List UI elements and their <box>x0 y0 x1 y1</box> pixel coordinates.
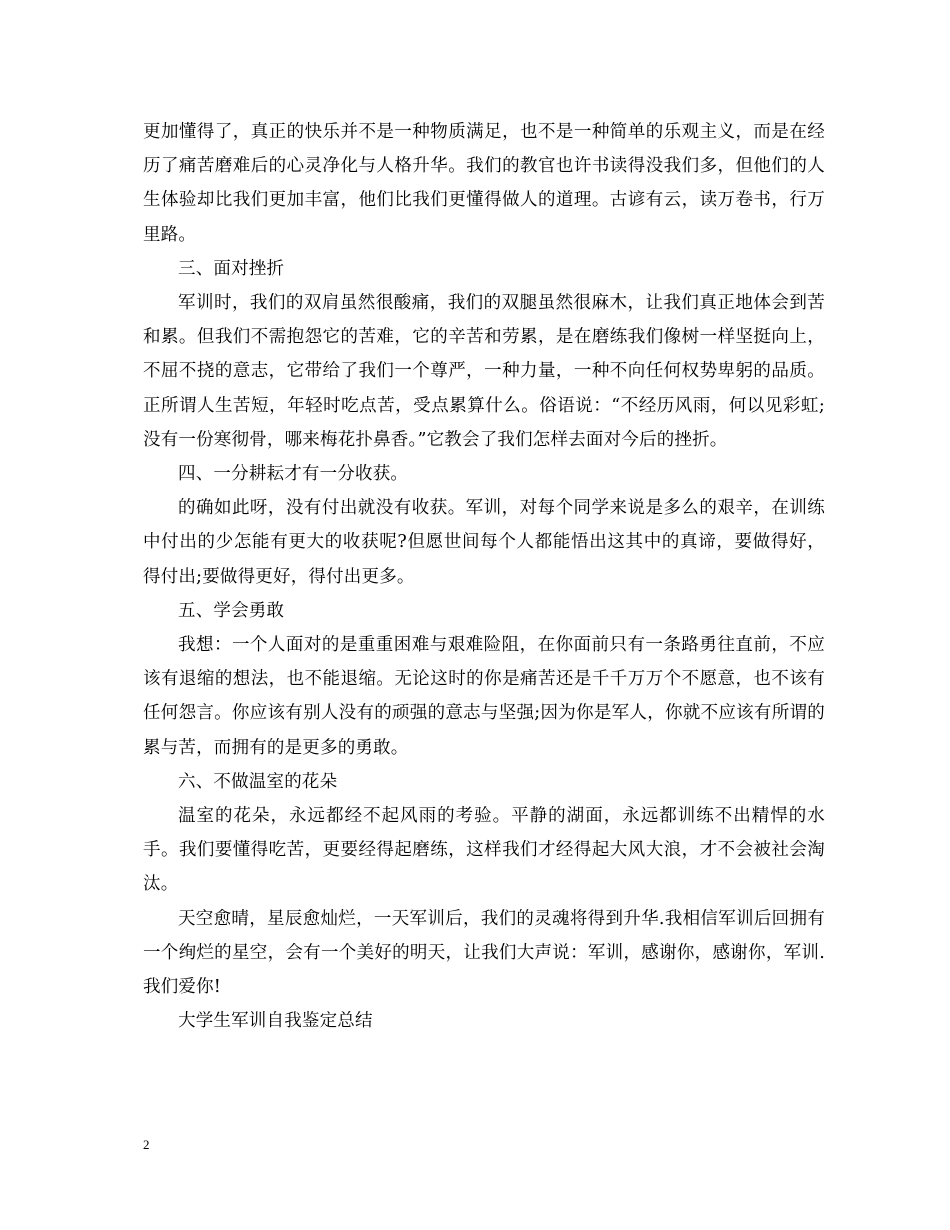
paragraph: 天空愈晴，星辰愈灿烂，一天军训后，我们的灵魂将得到升华.我相信军训后回拥有一个绚烂的星空，会有一个美好的明天，让我们大声说：军训，感谢你，感谢你，军训.我们爱你! <box>143 908 825 998</box>
section-heading-greenhouse-flower: 六、不做温室的花朵 <box>178 771 338 792</box>
document-subtitle: 大学生军训自我鉴定总结 <box>178 1011 373 1032</box>
paragraph: 军训时，我们的双肩虽然很酸痛，我们的双腿虽然很麻木，让我们真正地体会到苦和累。但我们不需抱怨它的苦难，它的辛苦和劳累，是在磨练我们像树一样坚挺向上，不屈不挠的意志，它带给了我们一个尊严，一种力量，一种不向任何权势卑躬的品质。正所谓人生苦短，年轻时吃点苦，受点累算什么。俗语说：“不经历风雨，何以见彩虹;没有一份寒彻骨，哪来梅花扑鼻香。”它教会了我们怎样去面对今后的挫折。 <box>143 293 825 450</box>
paragraph: 的确如此呀，没有付出就没有收获。军训，对每个同学来说是多么的艰辛，在训练中付出的少怎能有更大的收获呢?但愿世间每个人都能悟出这其中的真谛，要做得好，得付出;要做得更好，得付出更多。 <box>143 498 825 587</box>
section-heading-effort-reward: 四、一分耕耘才有一分收获。 <box>178 464 409 485</box>
paragraph: 温室的花朵，永远都经不起风雨的考验。平静的湖面，永远都训练不出精悍的水手。我们要懂得吃苦，更要经得起磨练，这样我们才经得起大风大浪，才不会被社会淘汰。 <box>143 806 825 895</box>
section-heading-face-setbacks: 三、面对挫折 <box>178 258 285 279</box>
paragraph-continuation: 更加懂得了，真正的快乐并不是一种物质满足，也不是一种简单的乐观主义，而是在经历了痛苦磨难后的心灵净化与人格升华。我们的教官也许书读得没我们多，但他们的人生体验却比我们更加丰富，他们比我们更懂得做人的道理。古谚有云，读万卷书，行万里路。 <box>143 122 825 245</box>
page-number: 2 <box>143 1137 150 1152</box>
paragraph: 我想：一个人面对的是重重困难与艰难险阻，在你面前只有一条路勇往直前，不应该有退缩的想法，也不能退缩。无论这时的你是痛苦还是千千万万个不愿意，也不该有任何怨言。你应该有别人没有的顽强的意志与坚强;因为你是军人，你就不应该有所谓的累与苦，而拥有的是更多的勇敢。 <box>143 635 825 758</box>
section-heading-be-brave: 五、学会勇敢 <box>178 600 285 621</box>
document-body <box>143 115 825 1038</box>
